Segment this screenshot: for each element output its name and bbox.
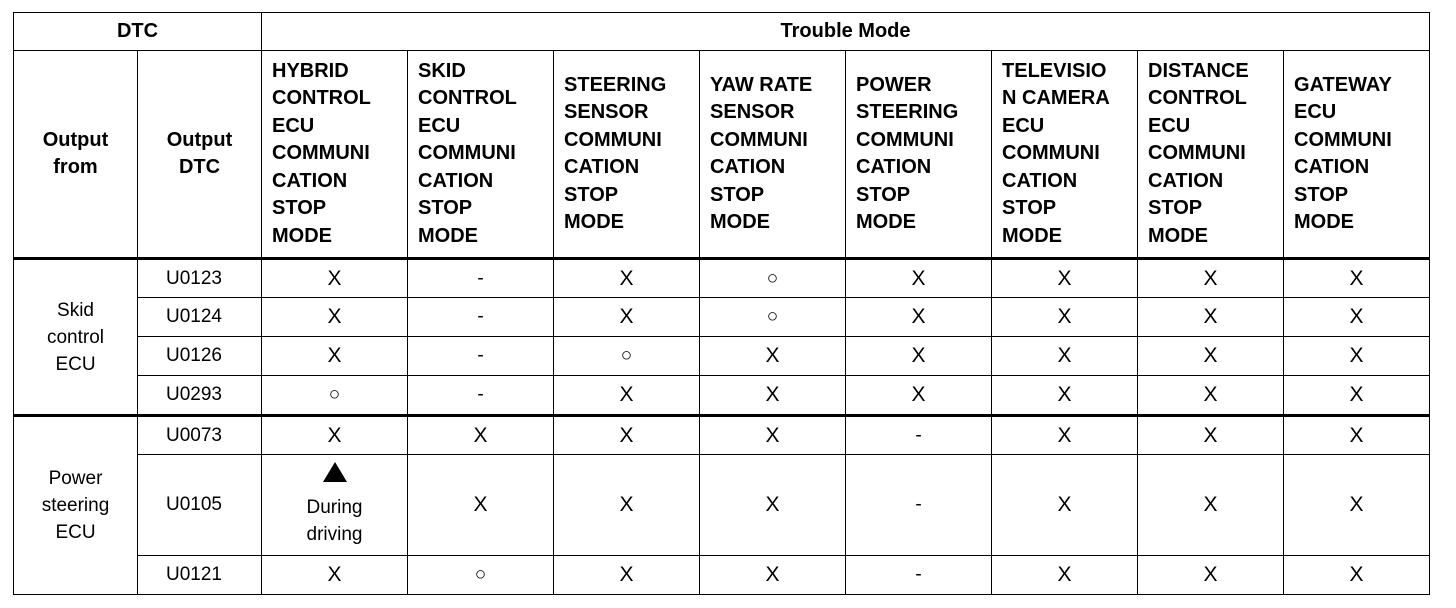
mode-cell	[992, 376, 1138, 416]
table-row	[14, 556, 1430, 595]
cross-mark: X	[1349, 305, 1364, 328]
triangle-icon	[323, 462, 347, 482]
mode-cell	[408, 416, 554, 455]
cross-mark: X	[911, 344, 926, 367]
cross-mark: X	[327, 563, 342, 586]
mode-cell	[1284, 556, 1430, 595]
output-dtc-header: Output DTC	[138, 51, 262, 259]
mode-cell	[262, 376, 408, 416]
mode-cell	[700, 298, 846, 337]
mode-cell	[408, 455, 554, 556]
mode-cell	[262, 298, 408, 337]
mode-cell	[1284, 455, 1430, 556]
circle-mark: ○	[620, 345, 633, 366]
mode-cell	[846, 556, 992, 595]
mode-header-steering-sensor: STEERING SENSOR COMMUNI CATION STOP MODE	[554, 51, 700, 259]
cross-mark: X	[1349, 383, 1364, 406]
cross-mark: X	[765, 383, 780, 406]
mode-cell	[408, 259, 554, 298]
cross-mark: X	[765, 344, 780, 367]
output-dtc-cell: U0293	[138, 376, 262, 416]
cross-mark: X	[1349, 266, 1364, 290]
mode-cell	[262, 337, 408, 376]
cross-mark: X	[1349, 344, 1364, 367]
cross-mark: X	[1349, 493, 1364, 516]
mode-cell	[700, 455, 846, 556]
table-row	[14, 298, 1430, 337]
mode-cell	[1284, 376, 1430, 416]
cross-mark: X	[619, 563, 634, 586]
cross-mark: X	[1203, 383, 1218, 406]
cross-mark: X	[1203, 305, 1218, 328]
mode-cell	[700, 556, 846, 595]
table-row	[14, 376, 1430, 416]
output-dtc-cell: U0123	[138, 259, 262, 298]
mode-cell	[408, 298, 554, 337]
cross-mark: X	[619, 423, 634, 447]
mode-header-hybrid: HYBRID CONTROL ECU COMMUNI CATION STOP MODE	[262, 51, 408, 259]
table-row	[14, 259, 1430, 298]
mode-cell	[846, 337, 992, 376]
cross-mark: X	[1203, 563, 1218, 586]
output-dtc-cell: U0121	[138, 556, 262, 595]
mode-cell	[554, 455, 700, 556]
mode-cell	[700, 376, 846, 416]
circle-mark: ○	[766, 306, 779, 327]
dtc-trouble-mode-table	[13, 12, 1430, 595]
mode-cell	[408, 376, 554, 416]
mode-cell	[1284, 298, 1430, 337]
dash-mark: -	[915, 494, 922, 515]
cross-mark: X	[473, 423, 488, 447]
table-row	[14, 455, 1430, 556]
cross-mark: X	[1203, 344, 1218, 367]
mode-cell	[1138, 376, 1284, 416]
mode-cell	[700, 259, 846, 298]
mode-header-distance-control: DISTANCE CONTROL ECU COMMUNI CATION STOP MODE	[1138, 51, 1284, 259]
cross-mark: X	[327, 423, 342, 447]
mode-cell	[846, 376, 992, 416]
mode-header-power-steering: POWER STEERING COMMUNI CATION STOP MODE	[846, 51, 992, 259]
mode-header-television-camera: TELEVISIO N CAMERA ECU COMMUNI CATION STOP MODE	[992, 51, 1138, 259]
mode-cell	[992, 259, 1138, 298]
mode-cell	[262, 259, 408, 298]
cross-mark: X	[1057, 344, 1072, 367]
mode-cell	[1138, 455, 1284, 556]
mode-cell	[846, 416, 992, 455]
mode-cell	[700, 416, 846, 455]
mode-cell	[1138, 298, 1284, 337]
output-from-cell: Power steering ECU	[14, 416, 138, 595]
dash-mark: -	[915, 564, 922, 585]
cross-mark: X	[1057, 423, 1072, 447]
mode-cell	[554, 416, 700, 455]
circle-mark: ○	[766, 267, 779, 289]
mode-cell	[1138, 416, 1284, 455]
cross-mark: X	[619, 383, 634, 406]
cross-mark: X	[765, 493, 780, 516]
cross-mark: X	[619, 493, 634, 516]
dash-mark: -	[477, 384, 484, 405]
mode-cell	[408, 337, 554, 376]
mode-cell	[1284, 259, 1430, 298]
mode-cell	[1284, 416, 1430, 455]
mode-cell	[554, 259, 700, 298]
cross-mark: X	[619, 305, 634, 328]
mode-cell	[554, 337, 700, 376]
mode-cell	[992, 298, 1138, 337]
cross-mark: X	[765, 423, 780, 447]
mode-cell	[992, 337, 1138, 376]
table-row	[14, 337, 1430, 376]
cross-mark: X	[619, 266, 634, 290]
mode-cell	[1138, 259, 1284, 298]
mode-cell	[554, 298, 700, 337]
mode-cell	[992, 455, 1138, 556]
mode-header-yaw-rate: YAW RATE SENSOR COMMUNI CATION STOP MODE	[700, 51, 846, 259]
mode-cell	[700, 337, 846, 376]
output-from-cell: Skid control ECU	[14, 259, 138, 416]
output-from-header: Output from	[14, 51, 138, 259]
mode-cell	[262, 416, 408, 455]
output-dtc-cell: U0126	[138, 337, 262, 376]
table-row	[14, 416, 1430, 455]
output-dtc-cell: U0105	[138, 455, 262, 556]
dash-mark: -	[477, 345, 484, 366]
cross-mark: X	[911, 305, 926, 328]
mode-header-skid: SKID CONTROL ECU COMMUNI CATION STOP MODE	[408, 51, 554, 259]
mode-cell	[554, 556, 700, 595]
mode-cell	[992, 416, 1138, 455]
dash-mark: -	[477, 267, 484, 289]
mode-cell	[1138, 337, 1284, 376]
trouble-mode-header: Trouble Mode	[262, 13, 1430, 51]
mode-cell	[846, 259, 992, 298]
cross-mark: X	[1349, 563, 1364, 586]
cross-mark: X	[1349, 423, 1364, 447]
cross-mark: X	[327, 266, 342, 290]
mode-cell	[846, 455, 992, 556]
cross-mark: X	[327, 305, 342, 328]
output-dtc-cell: U0073	[138, 416, 262, 455]
mode-cell	[554, 376, 700, 416]
mode-cell	[262, 455, 408, 556]
cross-mark: X	[1057, 493, 1072, 516]
mode-header-gateway: GATEWAY ECU COMMUNI CATION STOP MODE	[1284, 51, 1430, 259]
dash-mark: -	[915, 424, 922, 446]
mode-cell	[262, 556, 408, 595]
output-dtc-cell: U0124	[138, 298, 262, 337]
cross-mark: X	[1057, 266, 1072, 290]
cross-mark: X	[1203, 266, 1218, 290]
mode-cell	[1138, 556, 1284, 595]
cross-mark: X	[1203, 423, 1218, 447]
mode-cell	[1284, 337, 1430, 376]
cross-mark: X	[765, 563, 780, 586]
cross-mark: X	[911, 383, 926, 406]
circle-mark: ○	[474, 564, 487, 585]
cross-mark: X	[327, 344, 342, 367]
cross-mark: X	[1057, 563, 1072, 586]
cross-mark: X	[473, 493, 488, 516]
mode-cell	[408, 556, 554, 595]
cross-mark: X	[1057, 305, 1072, 328]
note-text: During driving	[306, 497, 363, 545]
dash-mark: -	[477, 306, 484, 327]
mode-cell	[992, 556, 1138, 595]
cross-mark: X	[1057, 383, 1072, 406]
circle-mark: ○	[328, 384, 341, 405]
dtc-header: DTC	[14, 13, 262, 51]
cross-mark: X	[1203, 493, 1218, 516]
mode-cell	[846, 298, 992, 337]
cross-mark: X	[911, 266, 926, 290]
